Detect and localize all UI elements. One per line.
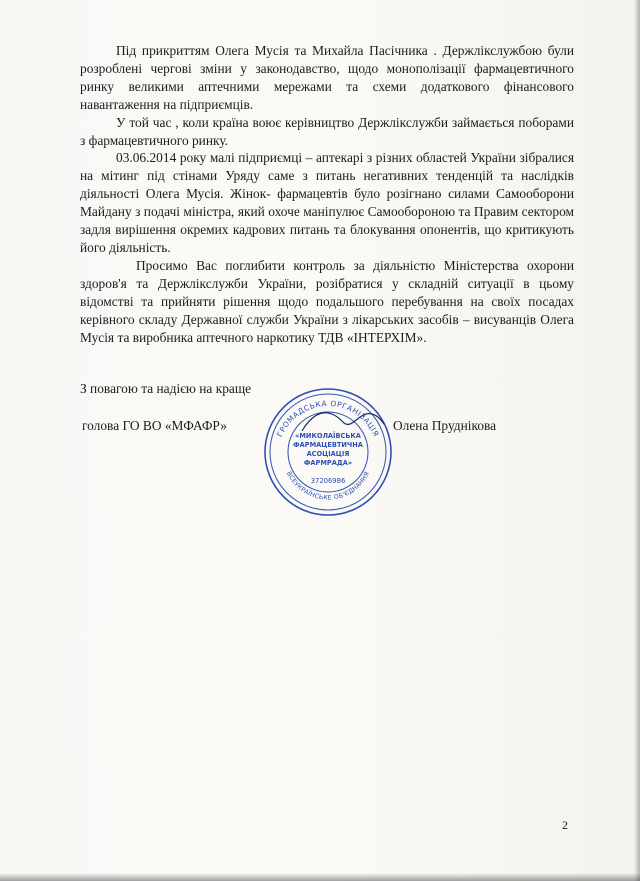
letter-body [80,42,574,346]
stamp-inner-text [293,431,364,485]
stamp-outer-text: ГРОМАДСЬКА ОРГАНІЗАЦІЯ [275,398,381,439]
svg-text:ФАРМАЦЕВТИЧНА: ФАРМАЦЕВТИЧНА [293,441,363,449]
paragraph-2: У той час , коли країна воює керівництво Держлікслужби займається поборами з фармацевтичного ринку. [80,114,574,148]
organization-stamp [262,386,394,518]
signatory-name: Олена Пруднікова [393,418,497,433]
stamp-bottom-text: ВСЕУКРАЇНСЬКЕ ОБ'ЄДНАННЯ [285,470,371,502]
svg-text:«МИКОЛАЇВСЬКА: «МИКОЛАЇВСЬКА [295,432,361,440]
signatory-title: голова ГО ВО «МФАФР» [82,418,227,433]
svg-text:АСОЦІАЦІЯ: АСОЦІАЦІЯ [306,450,350,458]
paragraph-3: 03.06.2014 року малі підприємці – аптекарі з різних областей України зібралися на мітинг під стінами Уряду саме з питань негативних тенденцій та наслідків діяльності Олега Мусія. Жінок- фармацевтів було розігнано силами Самооборони Майдану з подачі міністра, який охоче маніпулює Самообороною та Правим сектором задля вирішення окремих кадрових питань та блокування опонентів, що критикують його діяльність. [80,150,574,255]
stamp-code: 37206986 [310,477,346,485]
scan-edge-bottom [0,873,640,881]
paragraph-4: Просимо Вас поглибити контроль за діяльністю Міністерства охорони здоров'я та Держлікслужби України, розібратися у складній ситуації в цьому відомстві та прийняти рішення щодо подальшого перебування на своїх посадах керівного складу Державної служби України з лікарських засобів – висуванців Олега Мусія та виробника аптечного наркотику ТДВ «ІНТЕРХІМ». [80,257,574,345]
paragraph-1: Під прикриттям Олега Мусія та Михайла Пасічника . Держлікслужбою були розроблені чергові зміни у законодавство, щодо монополізації фармацевтичного ринку великими аптечними мережами та схеми додаткового фінансового навантаження на підприємців. [80,43,574,112]
scan-edge-right [634,0,640,881]
page-number: 2 [562,818,568,832]
closing-line: З повагою та надією на краще [80,381,252,396]
svg-text:ФАРМРАДА»: ФАРМРАДА» [303,459,353,467]
